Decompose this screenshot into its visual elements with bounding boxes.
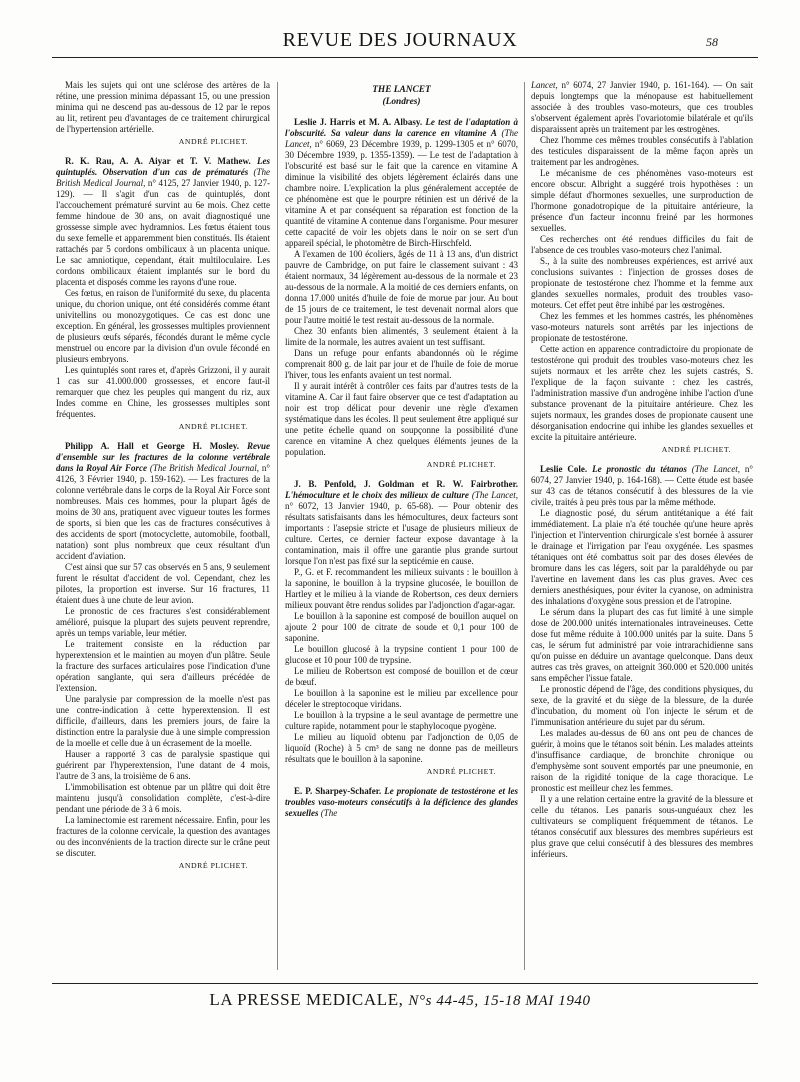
- article-authors: R. K. Rau, A. A. Aiyar et T. V. Mathew.: [65, 156, 251, 166]
- page-header-title: REVUE DES JOURNAUX: [282, 29, 518, 51]
- article-lead-paragraph: [285, 786, 518, 819]
- paragraph: Le pronostic de ces fractures s'est considérablement amélioré, puisque la plupart des sujets peuvent reprendre, après un temps variable, leur métier.: [56, 606, 270, 638]
- article-title: Les quintuplés. Observation d'un cas de prématurés: [56, 156, 270, 177]
- article-authors: Leslie J. Harris et M. A. Albasy.: [294, 117, 423, 127]
- article-title: Le propionate de testostérone et les troubles vaso-moteurs consécutifs à la déficience des glandes sexuelles: [285, 786, 518, 818]
- article-continued-paragraph: [531, 80, 753, 135]
- author-signature: ANDRÉ PLICHET.: [178, 422, 248, 431]
- article-title: Le pronostic du tétanos: [592, 464, 687, 474]
- article-reference: n° 6072, 13 Janvier 1940, p. 65-68).: [285, 501, 434, 511]
- article-body: — Il s'agit d'un cas de quintuplés, dont l'accouchement prématuré survint au 6e mois. Chez cette femme hindoue de 30 ans, on avait diagnostiqué une grossesse simple avec hydramnios. Les fœtus étaient tous du sexe femelle et apparemment bien constitués. Ils étaient rattachés par 5 cordons ombilicaux à un placenta unique. Le sac amniotique, cependant, était multiloculaire. Les cordons ombilicaux étaient implantés sur le bord du placenta et disposés comme les rayons d'une roue.: [56, 189, 270, 287]
- article-journal: Lancet,: [531, 80, 558, 90]
- article-lead-paragraph: [56, 441, 270, 562]
- article-tetanus: [531, 464, 753, 860]
- article-journal: (The Lancet,: [471, 490, 518, 500]
- article-journal: (The British Medical Journal,: [56, 167, 270, 188]
- paragraph: Le bouillon à la saponine est le milieu par excellence pour déceler le streptocoque viridans.: [285, 688, 518, 709]
- article-blood-culture: [285, 479, 518, 777]
- paragraph: Mais les sujets qui ont une sclérose des artères de la rétine, une pression minima dépassant 15, ou une pression minima qui ne descend pas au-dessous de 12 par le repos au lit, retirent peu d'avantages de ce traitement chirurgical de l'hypertension artérielle.: [56, 80, 270, 134]
- paragraph: Le diagnostic posé, du sérum antitétanique a été fait immédiatement. La plaie n'a été touchée qu'une heure après l'injection et l'intervention chirurgicale s'est bornée à assurer le drainage et l'irrigation par l'eau oxygénée. Les spasmes tétaniques ont été combattus soit par des doses élevées de bromure dans les cas légers, soit par la paraldéhyde ou par l'avertine en lavement dans les cas plus graves. Avec ces derniers anesthésiques, pour éviter la cyanose, on administra des inhalations d'oxygène sous pression et de l'atropine.: [531, 508, 753, 606]
- paragraph: Il y a une relation certaine entre la gravité de la blessure et celle du tétanos. Les panaris sous-unguéaux chez les cultivateurs se compliquent fréquemment de tétanos. Le tétanos consécutif aux blessures des membres supérieurs est plus grave que celui consécutif à des blessures des membres inférieurs.: [531, 794, 753, 859]
- article-reference: n° 6074, 27 Janvier 1940, p. 164-168).: [531, 464, 753, 485]
- article-title: Revue d'ensemble sur les fractures de la colonne vertébrale dans la Royal Air Force: [56, 441, 270, 473]
- author-signature: ANDRÉ PLICHET.: [426, 460, 496, 469]
- article-body: — Cette étude est basée sur 43 cas de tétanos consécutif à des blessures de la vie civile, traités à peu près tous par la même méthode.: [531, 475, 753, 507]
- article-dark-adaptation: [285, 117, 518, 470]
- footer-issue: N°s 44-45, 15-18 MAI 1940: [408, 993, 591, 1009]
- article-lead-paragraph: [285, 479, 518, 567]
- article-testosterone-continued: [531, 80, 753, 455]
- paragraph: Ces recherches ont été rendues difficiles du fait de l'absence de ces troubles vaso-moteurs chez l'animal.: [531, 234, 753, 255]
- footer-rule: [52, 983, 758, 984]
- article-reference: n° 6074, 27 Janvier 1940, p. 161-164).: [561, 80, 710, 90]
- article-testosterone-start: [285, 786, 518, 819]
- author-signature: ANDRÉ PLICHET.: [178, 861, 248, 870]
- paragraph: Il y aurait intérêt à contrôler ces faits par d'autres tests de la vitamine A. Car il faut faire observer que ce test d'adaptation au noir est trop délicat pour devenir une règle d'examen systématique dans les écoles. Il peut seulement être appliqué sur une petite échelle quand on soupçonne la possibilité d'une carence en vitamine A chez quelques éléments jeunes de la population.: [285, 381, 518, 457]
- right-column: [531, 80, 753, 975]
- paragraph: Les malades au-dessus de 60 ans ont peu de chances de guérir, à moins que le tétanos soit bénin. Les malades atteints d'insuffisance cardiaque, de bronchite chronique ou d'emphysème sont souvent emportés par une pneumonie, en raison de la rigidité tonique de la cage thoracique. Le pronostic est meilleur chez les femmes.: [531, 728, 753, 793]
- paragraph: L'immobilisation est obtenue par un plâtre qui doit être maintenu jusqu'à consolidation complète, c'est-à-dire pendant une période de 3 à 6 mois.: [56, 782, 270, 814]
- paragraph: Cette action en apparence contradictoire du propionate de testostérone qui produit des troubles vaso-moteurs chez les sujets normaux et les arrête chez les sujets castrés, S. l'explique de la façon suivante : chez les castrés, l'administration massive d'un androgène inhibe l'action d'une substance provenant de la pituitaire antérieure. Chez les sujets normaux, les grandes doses de propionate causent une désorganisation endocrine qui inhibe les glandes sexuelles et excite la pituitaire antérieure.: [531, 344, 753, 442]
- paragraph: Les quintuplés sont rares et, d'après Grizzoni, il y aurait 1 cas sur 41.000.000 grossesses, et encore faut-il remarquer que chez les peuples qui mangent du riz, aux Indes comme en Chine, les grossesses multiples sont fréquentes.: [56, 365, 270, 419]
- paragraph: Ces fœtus, en raison de l'uniformité du sexe, du placenta unique, du chorion unique, ont été considérés comme étant univitellins ou monozygotiques. Ce cas est donc une exception. En général, les grossesses multiples proviennent de plusieurs œufs séparés, fécondés durant le même cycle menstruel ou encore par la division d'un ovule fécondé en plusieurs embryons.: [56, 288, 270, 364]
- article-journal: (The: [320, 808, 338, 818]
- paragraph: Le bouillon glucosé à la trypsine contient 1 pour 100 de glucose et 10 pour 100 de trypsine.: [285, 644, 518, 665]
- paragraph: Hauser a rapporté 3 cas de paralysie spastique qui guérirent par l'hyperextension, l'une datant de 4 mois, l'autre de 3 ans, la troisième de 6 ans.: [56, 749, 270, 781]
- article-quintuplets: [56, 156, 270, 432]
- author-signature: ANDRÉ PLICHET.: [178, 137, 248, 146]
- article-body: — Les fractures de la colonne vertébrale dans le corps de la Royal Air Force sont nombreuses. Mais ces hommes, pour la plupart âgés de moins de 30 ans, pratiquent avec vigueur toutes les formes de sports, si bien que les cas de fractures consécutives à des accidents de sport (motocyclette, automobile, football, natation) sont plus nombreux que ceux résultant d'un accident d'aviation.: [56, 474, 270, 561]
- article-journal: (The Lancet,: [691, 464, 740, 474]
- section-city: (Londres): [382, 97, 421, 107]
- paragraph: Le bouillon à la trypsine a le seul avantage de permettre une culture rapide, notamment pour le staphylocoque pyogène.: [285, 710, 518, 731]
- middle-column: [285, 80, 518, 975]
- footer-journal-name: LA PRESSE MEDICALE,: [209, 990, 404, 1009]
- column-divider-right: [524, 82, 525, 970]
- paragraph: A l'examen de 100 écoliers, âgés de 11 à 13 ans, d'un district pauvre de Cambridge, on put faire le classement suivant : 43 étaient normaux, 34 légèrement au-dessous de la normale et 23 au-dessous de la normale. A la moitié de ces derniers enfants, on donna 17.000 unités d'huile de foie de morue par jour. Au bout de 15 jours de ce traitement, le test devenait normal alors que pour l'autre moitié le test restait au-dessous de la normale.: [285, 249, 518, 325]
- article-body: — Le test de l'adaptation à l'obscurité est basé sur le fait que la carence en vitamine A diminue la visibilité des objets légèrement éclairés dans une chambre noire. L'explication la plus généralement acceptée de ce phénomène est que le pourpre rétinien est un dérivé de la vitamine A et par conséquent sa réparation est fonction de la quantité de vitamine A contenue dans l'organisme. Pour mesurer cette capacité de voir les objets dans le noir on se sert d'un appareil spécial, le photomètre de Birch-Hirschfeld.: [285, 150, 518, 248]
- paragraph: Le mécanisme de ces phénomènes vaso-moteurs est encore obscur. Albright a suggéré trois hypothèses : un simple défaut d'hormones sexuelles, une surproduction de l'hormone gonadotropique de la pituitaire antérieure, la présence d'un facteur inconnu freiné par les hormones sexuelles.: [531, 168, 753, 233]
- article-title: Le test de l'adaptation à l'obscurité. Sa valeur dans la carence en vitamine A: [285, 117, 518, 138]
- paragraph: Le pronostic dépend de l'âge, des conditions physiques, du sexe, de la gravité et du siège de la blessure, de la durée d'incubation, du moment où l'on injecte le sérum et de l'immunisation antérieure du sujet par du sérum.: [531, 684, 753, 727]
- paragraph: Le bouillon à la saponine est composé de bouillon auquel on ajoute 2 pour 100 de citrate de soude et 0,1 pour 100 de saponine.: [285, 611, 518, 643]
- article-body: — On sait depuis longtemps que la ménopause est habituellement associée à des troubles vaso-moteurs, que ces troubles s'observent également après l'ovariotomie bilatérale et qu'ils disparaissent après un traitement par les œstrogènes.: [531, 80, 753, 134]
- author-signature: ANDRÉ PLICHET.: [426, 767, 496, 776]
- author-signature: ANDRÉ PLICHET.: [661, 445, 731, 454]
- article-reference: n° 4126, 3 Février 1940, p. 159-162).: [56, 463, 270, 484]
- article-authors: J. B. Penfold, J. Goldman et R. W. Fairbrother.: [294, 479, 518, 489]
- paragraph: Le milieu au liquoïd obtenu par l'adjonction de 0,05 de liquoïd (Roche) à 5 cm³ de sang ne donne pas de meilleurs résultats que le bouillon à la saponine.: [285, 732, 518, 764]
- article-authors: Leslie Cole.: [540, 464, 588, 474]
- page-number: 58: [706, 35, 718, 49]
- paragraph: Chez les femmes et les hommes castrés, les phénomènes vaso-moteurs naturels sont arrêtés par les injections de propionate de testostérone.: [531, 311, 753, 343]
- article-body: — Pour obtenir des résultats satisfaisants dans les hémocultures, deux facteurs sont importants : l'asepsie stricte et l'usage de plusieurs milieux de culture. Certes, ce dernier facteur expose davantage à la contamination, mais il offre une garantie plus grande surtout lorsque l'on n'est pas fixé sur la septicémie en cause.: [285, 501, 518, 566]
- article-journal: (The British Medical Journal,: [149, 463, 260, 473]
- paragraph: Une paralysie par compression de la moelle n'est pas une contre-indication à cette hyperextension. Il est difficile, d'ailleurs, dans les premiers jours, de faire la distinction entre la paralysie due à une simple compression de la moelle et celle due à un écrasement de la moelle.: [56, 694, 270, 748]
- article-authors: E. P. Sharpey-Schafer.: [294, 786, 382, 796]
- section-journal-name: THE LANCET: [372, 85, 431, 95]
- article-title: L'hémoculture et le choix des milieux de culture: [285, 490, 469, 500]
- paragraph: Dans un refuge pour enfants abandonnés où le régime comprenait 800 g. de lait par jour et de l'huile de foie de morue l'hiver, tous les enfants avaient un test normal.: [285, 348, 518, 380]
- paragraph: La laminectomie est rarement nécessaire. Enfin, pour les fractures de la colonne cervicale, la question des avantages ou des inconvénients de la traction directe sur le crâne peut se discuter.: [56, 815, 270, 858]
- paragraph: C'est ainsi que sur 57 cas observés en 5 ans, 9 seulement furent le résultat d'accident de vol. Cependant, chez les pilotes, la proportion est inverse. Sur 16 fractures, 11 étaient dues à une chute de leur avion.: [56, 562, 270, 605]
- article-lead-paragraph: [531, 464, 753, 508]
- column-divider-left: [277, 82, 278, 970]
- article-reference: n° 4125, 27 Janvier 1940, p. 127-129).: [56, 178, 270, 199]
- article-lead-paragraph: [285, 117, 518, 249]
- paragraph: Chez l'homme ces mêmes troubles consécutifs à l'ablation des testicules disparaissent de la même façon après un traitement par les androgènes.: [531, 135, 753, 167]
- left-column: [56, 80, 270, 975]
- section-heading: [285, 84, 518, 108]
- article-journal: (The Lancet,: [285, 128, 518, 149]
- paragraph: Chez 30 enfants bien alimentés, 3 seulement étaient à la limite de la normale, les autres avaient un test suffisant.: [285, 326, 518, 347]
- article-lead-paragraph: [56, 156, 270, 288]
- paragraph: Le sérum dans la plupart des cas fut limité à une simple dose de 200.000 unités internationales intraveineuses. Cette dose fut même réduite à 100.000 unités par la suite. Dans 5 cas, le sérum fut administré par voie intrarachidienne sans qu'on puisse en déduire un avantage quelconque. Dans deux autres cas très graves, on atteignit 360.000 et 520.000 unités sans empêcher l'issue fatale.: [531, 607, 753, 683]
- header-rule: [52, 57, 758, 58]
- paragraph: P., G. et F. recommandent les milieux suivants : le bouillon à la saponine, le bouillon à la trypsine glucosée, le bouillon de Hartley et le milieu à la viande de Robertson, ces deux derniers milieux pouvant être rendus solides par l'adjonction d'agar-agar.: [285, 567, 518, 610]
- paragraph: Le milieu de Robertson est composé de bouillon et de cœur de bœuf.: [285, 666, 518, 687]
- article-hypertension-carryover: [56, 80, 270, 147]
- article-authors: Philipp A. Hall et George H. Mosley.: [65, 441, 240, 451]
- page-footer: [0, 990, 800, 1010]
- article-reference: n° 6069, 23 Décembre 1939, p. 1299-1305 et n° 6070, 30 Décembre 1939, p. 1355-1359).: [285, 139, 518, 160]
- paragraph: Le traitement consiste en la réduction par hyperextension et le maintien au moyen d'un plâtre. Seule la fracture des surfaces articulaires pose l'indication d'une opération sanglante, qui sera d'ailleurs précédée de l'extension.: [56, 639, 270, 693]
- paragraph: S., à la suite des nombreuses expériences, est arrivé aux conclusions suivantes : l'injection de grosses doses de propionate de testostérone chez l'homme et la femme aux glandes sexuelles normales, produit des troubles vaso-moteurs. Cet effet peut être inhibé par les œstrogènes.: [531, 256, 753, 310]
- article-spinal-fractures: [56, 441, 270, 871]
